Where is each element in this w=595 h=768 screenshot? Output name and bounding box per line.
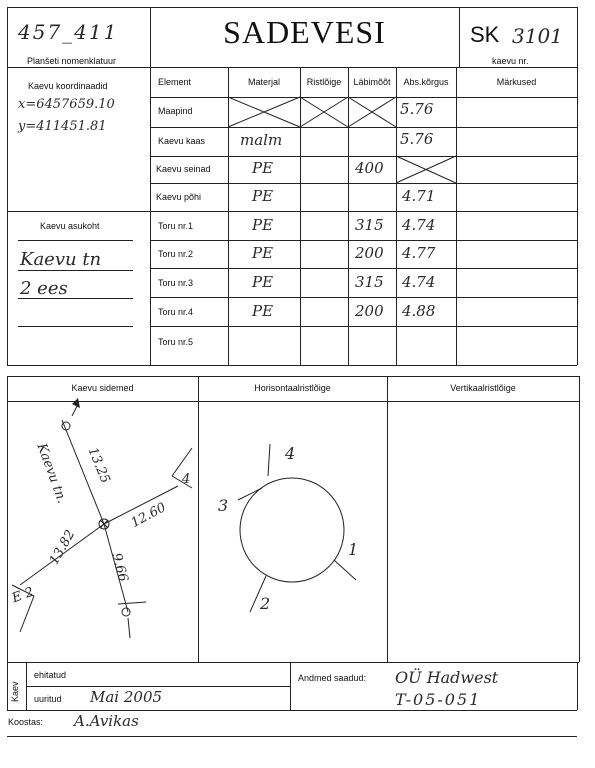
- sketch-border: [198, 376, 199, 662]
- row-element: Toru nr.2: [158, 249, 194, 259]
- footer-border: [7, 710, 577, 711]
- sidemed-label: Kaevu sidemed: [71, 383, 134, 393]
- table-border: [7, 67, 577, 68]
- dimension-label: 13.25: [84, 445, 113, 486]
- nomenklatuur-label: Planšeti nomenklatuur: [27, 56, 117, 66]
- row-element: Toru nr.1: [158, 221, 194, 231]
- table-border: [7, 7, 577, 8]
- sketch-border: [579, 376, 580, 662]
- header-markused: Märkused: [496, 77, 537, 87]
- row-abs: 4.74: [402, 273, 436, 291]
- location-rule: [18, 326, 133, 327]
- table-border: [150, 211, 577, 212]
- table-border: [577, 7, 578, 365]
- row-element: Toru nr.3: [158, 278, 194, 288]
- sketch-border: [7, 376, 579, 377]
- footer-border: [26, 686, 290, 687]
- location-label: Kaevu asukoht: [40, 221, 100, 231]
- table-border: [150, 7, 151, 365]
- house-number: E 2: [10, 584, 36, 607]
- kaevu-label: kaevu nr.: [492, 56, 529, 66]
- table-border: [150, 240, 577, 241]
- header-abs: Abs.kõrgus: [403, 77, 449, 87]
- house-number: 4: [182, 472, 191, 487]
- kaevu-prefix: SK: [470, 22, 500, 47]
- andmed-value-company: OÜ Hadwest: [395, 668, 499, 687]
- koostas-value: A.Avikas: [74, 712, 139, 730]
- footer-border: [577, 662, 578, 710]
- vertikaal-label: Vertikaalristlõige: [450, 383, 516, 393]
- header-ristloige: Ristlõige: [306, 77, 342, 87]
- row-abs: 4.74: [402, 216, 436, 234]
- location-rule: [18, 240, 133, 241]
- header-labimoot: Läbimõõt: [353, 77, 391, 87]
- andmed-label: Andmed saadud:: [298, 673, 367, 683]
- row-element: Toru nr.5: [158, 337, 194, 347]
- header-material: Materjal: [247, 77, 280, 87]
- table-border: [396, 67, 397, 365]
- row-labimoot: 315: [355, 216, 384, 234]
- andmed-value-reference: T-05-051: [395, 690, 482, 709]
- sketch-border: [387, 376, 388, 662]
- table-border: [228, 67, 229, 365]
- location-line-2: 2 ees: [20, 278, 68, 299]
- nomenklatuur-value: 457_411: [18, 20, 119, 44]
- row-abs: 4.71: [402, 187, 436, 205]
- row-material: PE: [252, 273, 274, 291]
- coordinates-label: Kaevu koordinaadid: [28, 81, 108, 91]
- table-border: [300, 67, 301, 365]
- pipe-label: 4: [285, 444, 296, 463]
- row-abs: 4.88: [402, 302, 436, 320]
- table-border: [459, 7, 460, 67]
- sketch-border: [7, 401, 579, 402]
- table-border: [7, 211, 150, 212]
- table-border: [150, 297, 577, 298]
- koostas-label: Koostas:: [8, 717, 44, 727]
- pipe-label: 3: [218, 496, 229, 515]
- row-material: PE: [252, 244, 274, 262]
- dimension-label: 13.82: [46, 527, 79, 568]
- row-material: PE: [252, 216, 274, 234]
- table-border: [150, 326, 577, 327]
- table-border: [456, 67, 457, 365]
- pipe-label: 2: [260, 594, 271, 613]
- row-abs: 5.76: [400, 130, 434, 148]
- row-labimoot: 200: [355, 244, 384, 262]
- row-labimoot: 200: [355, 302, 384, 320]
- row-labimoot: 400: [355, 159, 384, 177]
- row-material: malm: [240, 131, 283, 149]
- row-element: Kaevu seinad: [156, 164, 211, 174]
- row-abs: 5.76: [400, 100, 434, 118]
- dimension-label: 9.66: [108, 551, 131, 584]
- table-border: [150, 127, 577, 128]
- table-border: [7, 7, 8, 365]
- table-border: [150, 97, 577, 98]
- kaevu-number: 3101: [512, 24, 563, 48]
- footer-border: [7, 736, 577, 737]
- coordinate-y: y=411451.81: [18, 119, 107, 134]
- footer-border: [7, 662, 8, 710]
- street-label: Kaevu tn.: [33, 441, 70, 506]
- footer-border: [290, 662, 291, 710]
- table-border: [150, 183, 577, 184]
- ehitatud-label: ehitatud: [34, 670, 67, 680]
- row-element: Kaevu põhi: [156, 192, 202, 202]
- row-element: Maapind: [158, 106, 193, 116]
- header-element: Element: [158, 77, 192, 87]
- page-title: SADEVESI: [223, 14, 386, 50]
- uuritud-value: Mai 2005: [90, 688, 163, 706]
- row-material: PE: [252, 187, 274, 205]
- horisontaal-label: Horisontaalristlõige: [254, 383, 331, 393]
- pipe-label: 1: [348, 540, 359, 559]
- kaev-label: Kaev: [10, 681, 20, 702]
- row-material: PE: [252, 159, 274, 177]
- row-element: Kaevu kaas: [158, 136, 206, 146]
- table-border: [348, 67, 349, 365]
- row-material: PE: [252, 302, 274, 320]
- sketch-border: [7, 662, 579, 663]
- row-element: Toru nr.4: [158, 307, 194, 317]
- table-border: [7, 365, 577, 366]
- sketch-border: [7, 376, 8, 662]
- location-line-1: Kaevu tn: [20, 249, 102, 270]
- table-border: [150, 268, 577, 269]
- dimension-label: 12.60: [128, 500, 169, 531]
- coordinate-x: x=6457659.10: [18, 97, 115, 112]
- table-border: [150, 156, 577, 157]
- location-rule: [18, 270, 133, 271]
- row-abs: 4.77: [402, 244, 436, 262]
- row-labimoot: 315: [355, 273, 384, 291]
- uuritud-label: uuritud: [34, 694, 62, 704]
